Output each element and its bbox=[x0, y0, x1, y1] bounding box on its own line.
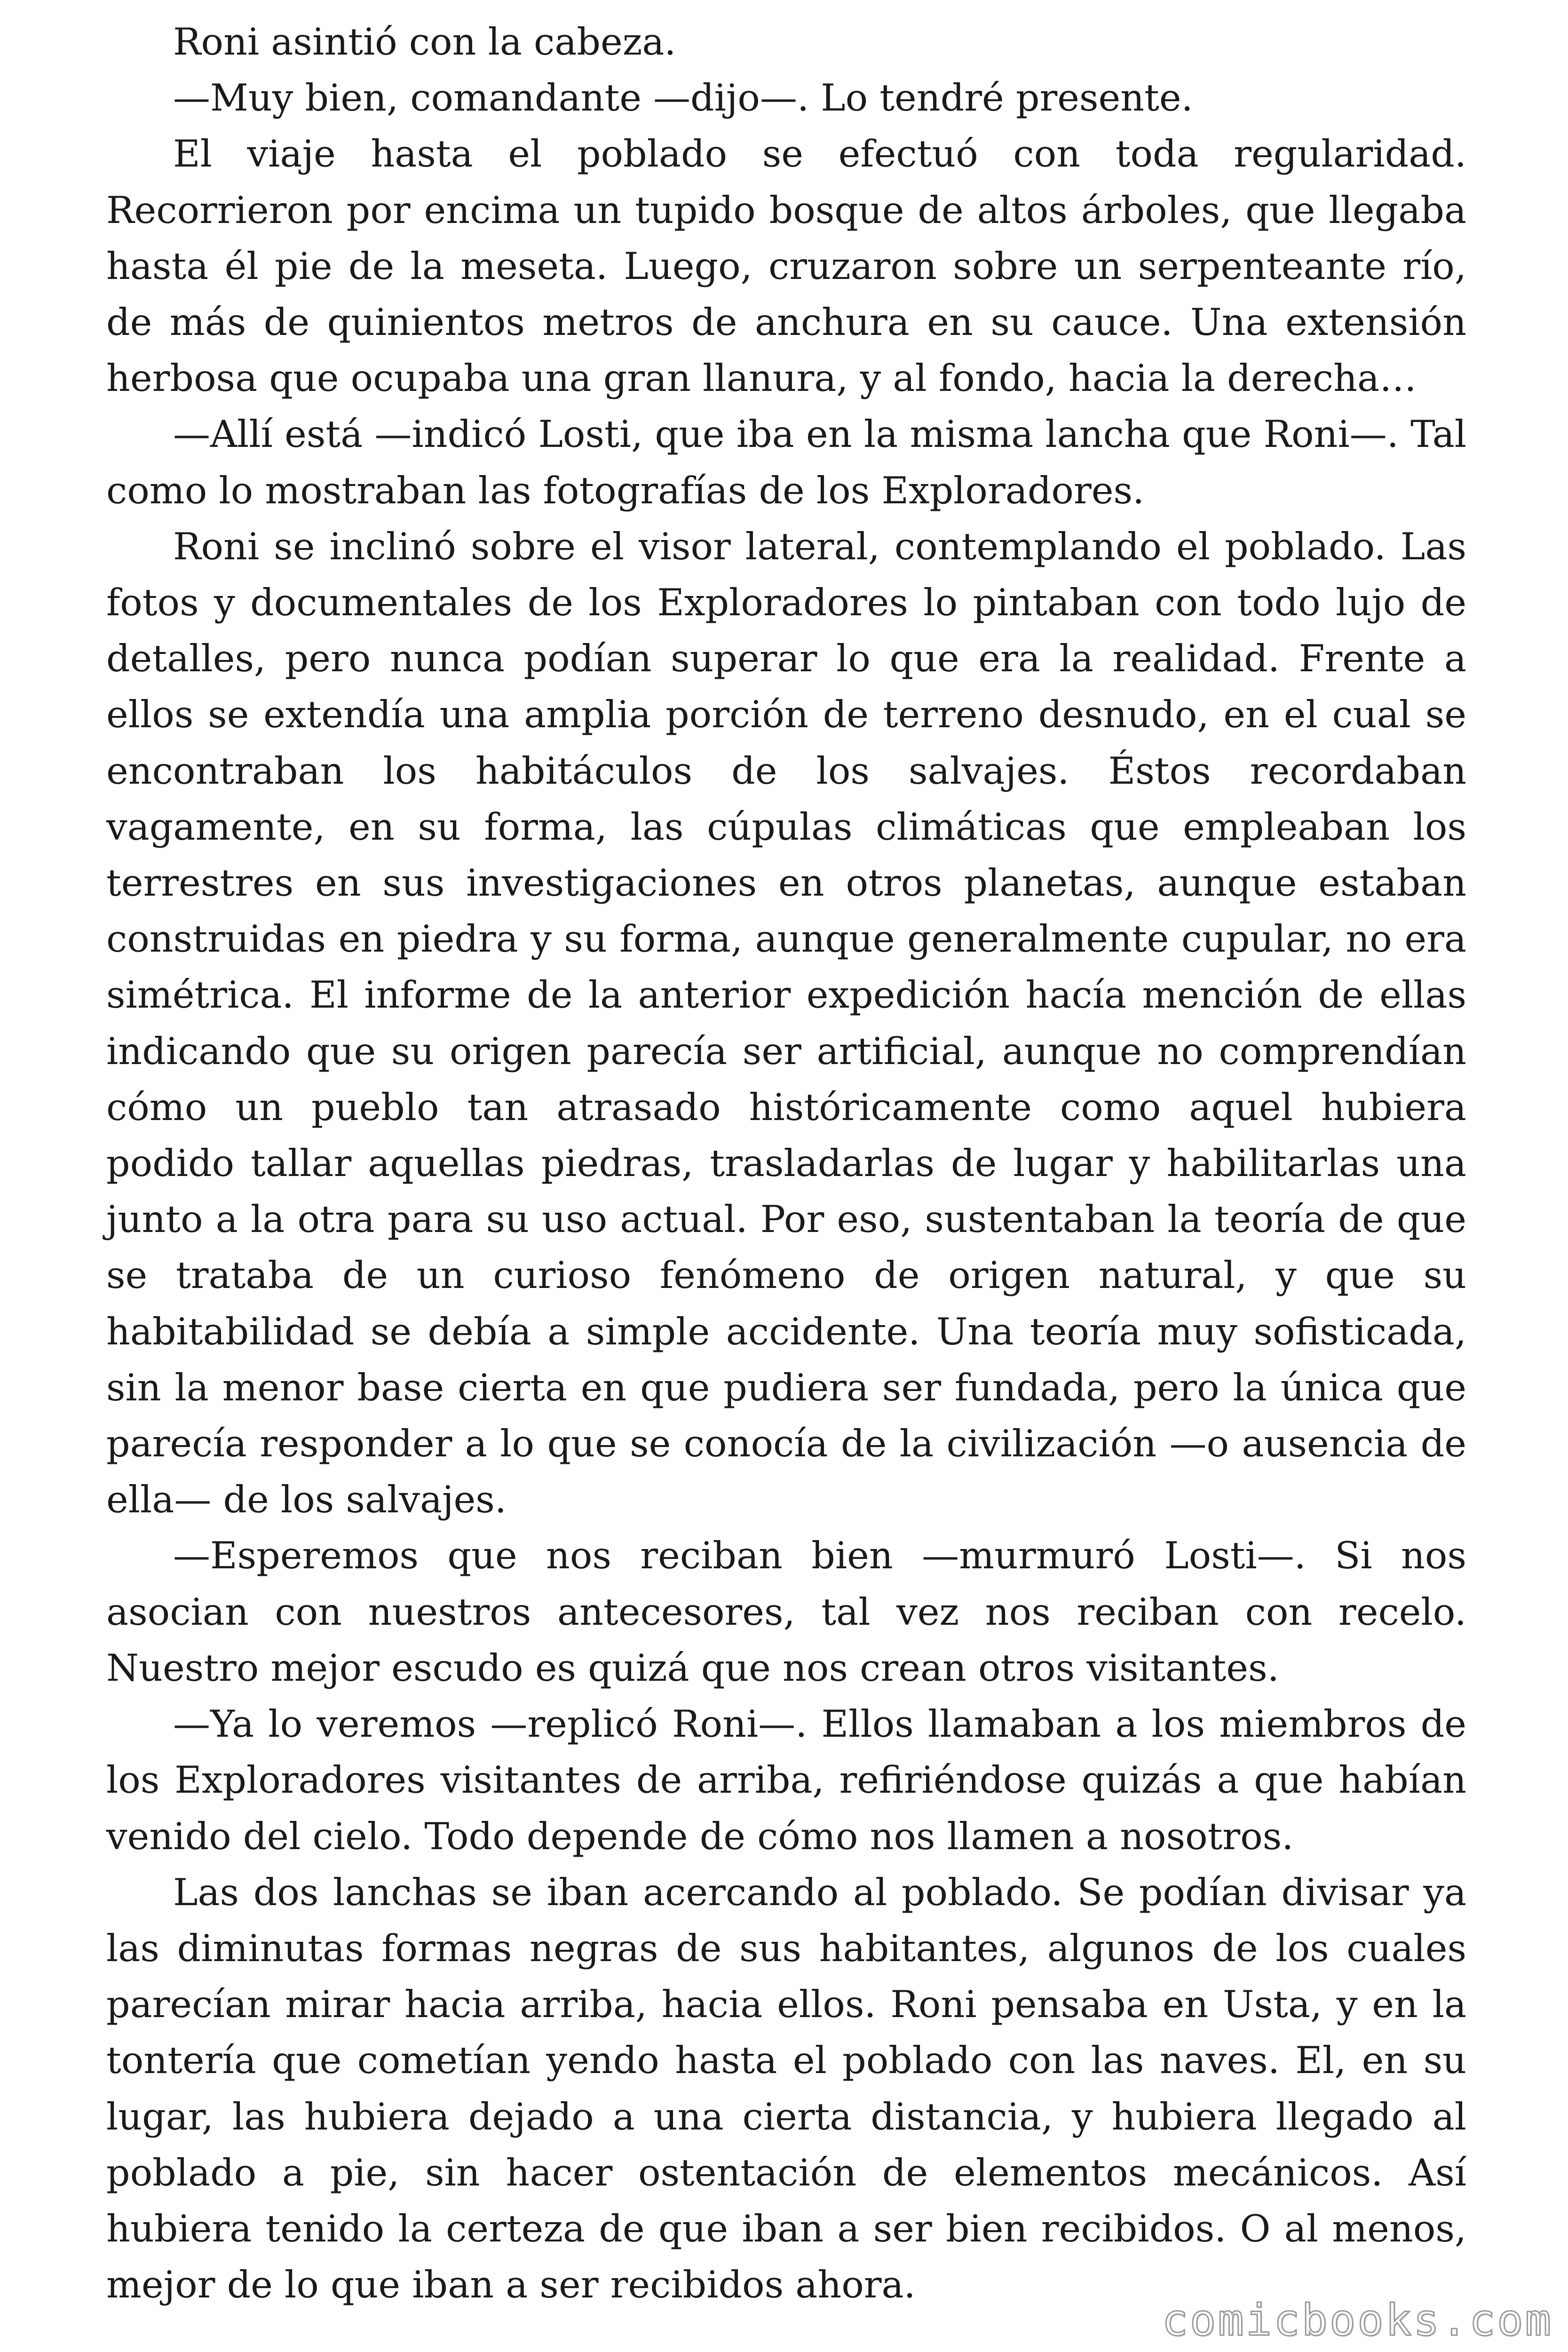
paragraph: —Ya lo veremos —replicó Roni—. Ellos llamaban a los miembros de los Exploradores visitantes de arriba, refiriéndose quizás a que habían venido del cielo. Todo depende de cómo nos llamen a nosotros. bbox=[106, 1702, 1466, 1858]
paragraph: —Allí está —indicó Losti, que iba en la misma lancha que Roni—. Tal como lo mostraban las fotografías de los Exploradores. bbox=[106, 413, 1466, 512]
watermark: comicbooks.com bbox=[1162, 2295, 1553, 2345]
book-page-text bbox=[106, 14, 1466, 2313]
paragraph: —Muy bien, comandante —dijo—. Lo tendré presente. bbox=[173, 76, 1193, 120]
paragraph: Roni se inclinó sobre el visor lateral, contemplando el poblado. Las fotos y documentales de los Exploradores lo pintaban con todo lujo de detalles, pero nunca podían superar lo que era la realidad. Frente a ellos se extendía una amplia porción de terreno desnudo, en el cual se encontraban los habitáculos de los salvajes. Éstos recordaban vagamente, en su forma, las cúpulas climáticas que empleaban los terrestres en sus investigaciones en otros planetas, aunque estaban construidas en piedra y su forma, aunque generalmente cupular, no era simétrica. El informe de la anterior expedición hacía mención de ellas indicando que su origen parecía ser artificial, aunque no comprendían cómo un pueblo tan atrasado históricamente como aquel hubiera podido tallar aquellas piedras, trasladarlas de lugar y habilitarlas una junto a la otra para su uso actual. Por eso, sustentaban la teoría de que se trataba de un curioso fenómeno de origen natural, y que su habitabilidad se debía a simple accidente. Una teoría muy sofisticada, sin la menor base cierta en que pudiera ser fundada, pero la única que parecía responder a lo que se conocía de la civilización —o ausencia de ella— de los salvajes. bbox=[106, 524, 1466, 1522]
paragraph: —Esperemos que nos reciban bien —murmuró Losti—. Si nos asocian con nuestros antecesores, tal vez nos reciban con recelo. Nuestro mejor escudo es quizá que nos crean otros visitantes. bbox=[106, 1534, 1466, 1690]
paragraph: Las dos lanchas se iban acercando al poblado. Se podían divisar ya las diminutas formas negras de sus habitantes, algunos de los cuales parecían mirar hacia arriba, hacia ellos. Roni pensaba en Usta, y en la tontería que cometían yendo hasta el poblado con las naves. El, en su lugar, las hubiera dejado a una cierta distancia, y hubiera llegado al poblado a pie, sin hacer ostentación de elementos mecánicos. Así hubiera tenido la certeza de que iban a ser bien recibidos. O al menos, mejor de lo que iban a ser recibidos ahora. bbox=[106, 1870, 1466, 2307]
paragraph: El viaje hasta el poblado se efectuó con toda regularidad. Recorrieron por encima un tupido bosque de altos árboles, que llegaba hasta él pie de la meseta. Luego, cruzaron sobre un serpenteante río, de más de quinientos metros de anchura en su cauce. Una extensión herbosa que ocupaba una gran llanura, y al fondo, hacia la derecha… bbox=[106, 132, 1466, 400]
paragraph: Roni asintió con la cabeza. bbox=[173, 20, 676, 64]
